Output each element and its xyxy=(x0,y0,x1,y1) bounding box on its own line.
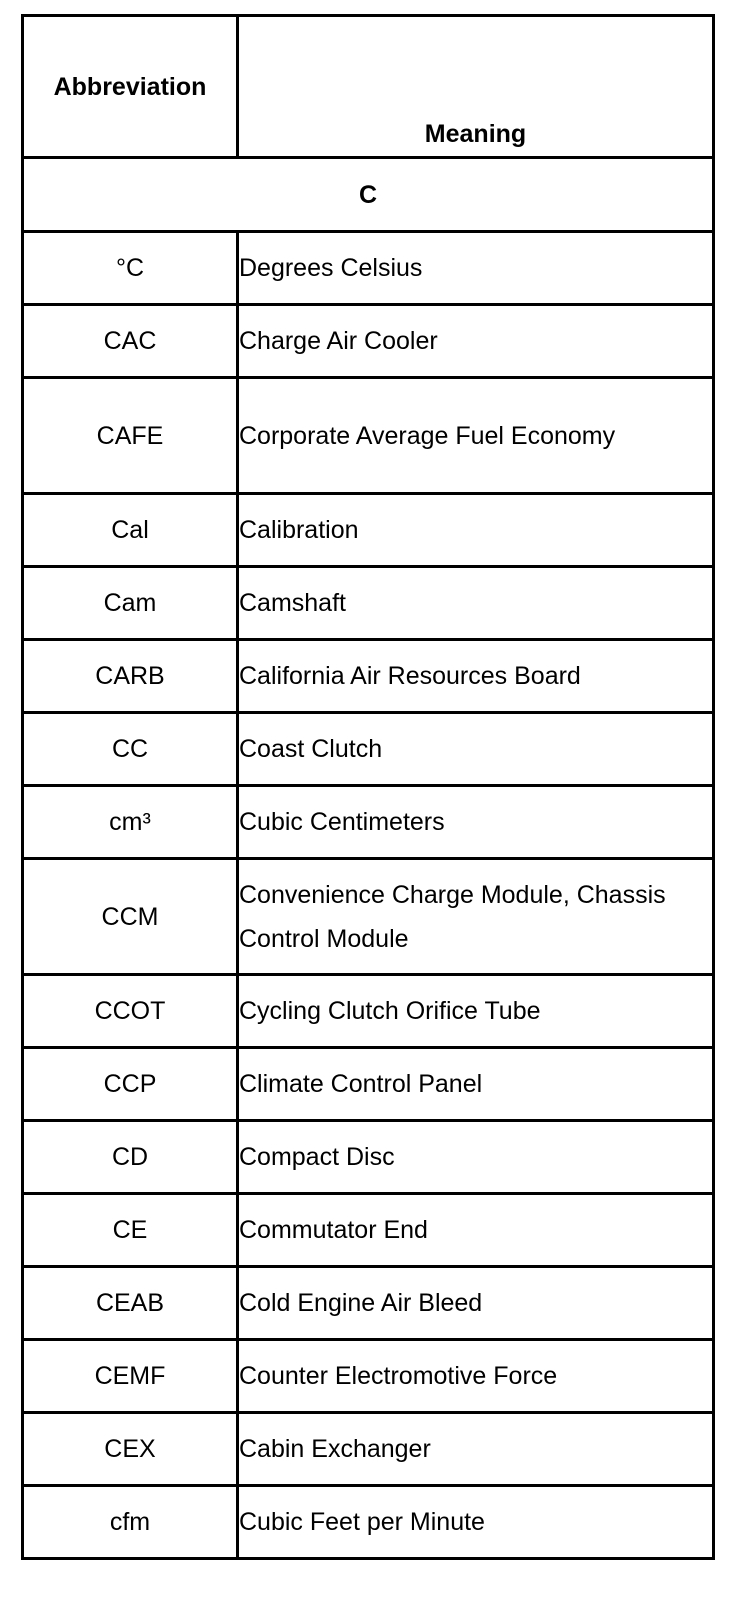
meaning-cell: Cycling Clutch Orifice Tube xyxy=(238,975,714,1048)
meaning-cell: Degrees Celsius xyxy=(238,232,714,305)
abbreviation-cell: °C xyxy=(23,232,238,305)
abbreviation-cell: CE xyxy=(23,1194,238,1267)
section-heading: C xyxy=(23,158,714,232)
table-header-row xyxy=(23,16,714,158)
abbreviation-cell: CD xyxy=(23,1121,238,1194)
column-header-abbreviation: Abbreviation xyxy=(23,16,238,158)
abbreviation-cell: Cam xyxy=(23,567,238,640)
meaning-cell: Convenience Charge Module, Chassis Control Module xyxy=(238,859,714,975)
abbreviation-cell: CARB xyxy=(23,640,238,713)
meaning-cell: Corporate Average Fuel Economy xyxy=(238,378,714,494)
abbreviation-cell: CAC xyxy=(23,305,238,378)
section-row xyxy=(23,158,714,232)
meaning-cell: Cubic Centimeters xyxy=(238,786,714,859)
abbreviation-cell: CAFE xyxy=(23,378,238,494)
abbreviation-cell: CEMF xyxy=(23,1340,238,1413)
table-row xyxy=(23,640,714,713)
table-row xyxy=(23,859,714,975)
table-row xyxy=(23,1486,714,1559)
table-row xyxy=(23,1121,714,1194)
table-row xyxy=(23,494,714,567)
meaning-cell: Compact Disc xyxy=(238,1121,714,1194)
table-row xyxy=(23,975,714,1048)
meaning-cell: Cold Engine Air Bleed xyxy=(238,1267,714,1340)
meaning-cell: Charge Air Cooler xyxy=(238,305,714,378)
abbreviation-cell: CEX xyxy=(23,1413,238,1486)
meaning-cell: Coast Clutch xyxy=(238,713,714,786)
abbreviation-cell: CCM xyxy=(23,859,238,975)
abbreviation-cell: cfm xyxy=(23,1486,238,1559)
abbreviation-cell: cm³ xyxy=(23,786,238,859)
meaning-cell: Counter Electromotive Force xyxy=(238,1340,714,1413)
meaning-cell: California Air Resources Board xyxy=(238,640,714,713)
table-row xyxy=(23,786,714,859)
column-header-meaning: Meaning xyxy=(238,16,714,158)
meaning-cell: Cubic Feet per Minute xyxy=(238,1486,714,1559)
table-row xyxy=(23,1048,714,1121)
table-row xyxy=(23,1340,714,1413)
table-row xyxy=(23,378,714,494)
table-row xyxy=(23,713,714,786)
abbreviation-cell: CEAB xyxy=(23,1267,238,1340)
table-row xyxy=(23,305,714,378)
meaning-cell: Camshaft xyxy=(238,567,714,640)
meaning-cell: Calibration xyxy=(238,494,714,567)
abbreviation-cell: CCOT xyxy=(23,975,238,1048)
table-row xyxy=(23,567,714,640)
table-row xyxy=(23,1413,714,1486)
abbreviation-cell: CC xyxy=(23,713,238,786)
abbreviation-cell: CCP xyxy=(23,1048,238,1121)
table-row xyxy=(23,1267,714,1340)
meaning-cell: Climate Control Panel xyxy=(238,1048,714,1121)
table-row xyxy=(23,232,714,305)
table-row xyxy=(23,1194,714,1267)
abbreviation-table xyxy=(21,14,715,1560)
meaning-cell: Commutator End xyxy=(238,1194,714,1267)
meaning-cell: Cabin Exchanger xyxy=(238,1413,714,1486)
abbreviation-cell: Cal xyxy=(23,494,238,567)
